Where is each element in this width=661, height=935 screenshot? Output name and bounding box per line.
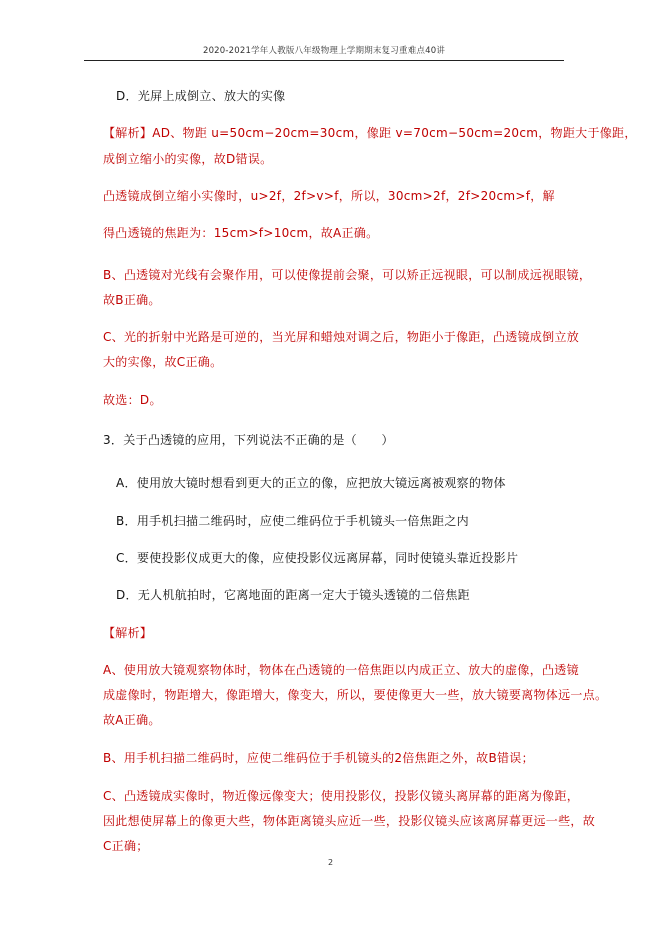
text-line: 成虚像时，物距增大，像距增大，像变大，所以，要使像更大一些，放大镜要离物体远一点。 bbox=[103, 688, 608, 702]
text-line: 故B正确。 bbox=[103, 293, 161, 307]
text-line: 【解析】 bbox=[103, 626, 153, 640]
text-line: A．使用放大镜时想看到更大的正立的像，应把放大镜远离被观察的物体 bbox=[116, 476, 506, 490]
text-line: B、凸透镜对光线有会聚作用，可以使像提前会聚，可以矫正远视眼，可以制成远视眼镜， bbox=[103, 268, 592, 282]
text-line: 故选：D。 bbox=[103, 393, 162, 407]
text-line: 大的实像，故C正确。 bbox=[103, 355, 223, 369]
text-line: 因此想使屏幕上的像更大些，物体距离镜头应近一些，投影仪镜头应该离屏幕更远一些，故 bbox=[103, 814, 596, 828]
text-line: C、光的折射中光路是可逆的，当光屏和蜡烛对调之后，物距小于像距，凸透镜成倒立放 bbox=[103, 330, 580, 344]
text-line: D．无人机航拍时，它离地面的距离一定大于镜头透镜的二倍焦距 bbox=[116, 588, 470, 602]
text-line: 故A正确。 bbox=[103, 713, 161, 727]
text-line: B．用手机扫描二维码时，应使二维码位于手机镜头一倍焦距之内 bbox=[116, 514, 469, 528]
text-line: 得凸透镜的焦距为：15cm>f>10cm，故A正确。 bbox=[103, 226, 379, 240]
text-line: 凸透镜成倒立缩小实像时，u>2f，2f>v>f，所以，30cm>2f，2f>20cm>f，解 bbox=[103, 189, 555, 203]
text-line: C正确； bbox=[103, 839, 149, 853]
text-line: A、使用放大镜观察物体时，物体在凸透镜的一倍焦距以内成正立、放大的虚像，凸透镜 bbox=[103, 663, 579, 677]
text-line: 3．关于凸透镜的应用，下列说法不正确的是（ ） bbox=[103, 433, 394, 447]
page-header: 2020-2021学年人教版八年级物理上学期期末复习重难点40讲 bbox=[202, 46, 446, 56]
page-number: 2 bbox=[327, 858, 334, 867]
header-divider bbox=[84, 60, 564, 61]
text-line: C．要使投影仪成更大的像，应使投影仪远离屏幕，同时使镜头靠近投影片 bbox=[116, 551, 519, 565]
text-line: C、凸透镜成实像时，物近像远像变大；使用投影仪，投影仪镜头离屏幕的距离为像距， bbox=[103, 789, 580, 803]
text-line: 【解析】AD、物距 u=50cm−20cm=30cm，像距 v=70cm−50cm=20cm，物距大于像距， bbox=[103, 126, 637, 140]
text-line: 成倒立缩小的实像，故D错误。 bbox=[103, 152, 273, 166]
text-line: B、用手机扫描二维码时，应使二维码位于手机镜头的2倍焦距之外，故B错误； bbox=[103, 751, 534, 765]
text-line: D．光屏上成倒立、放大的实像 bbox=[116, 89, 286, 103]
